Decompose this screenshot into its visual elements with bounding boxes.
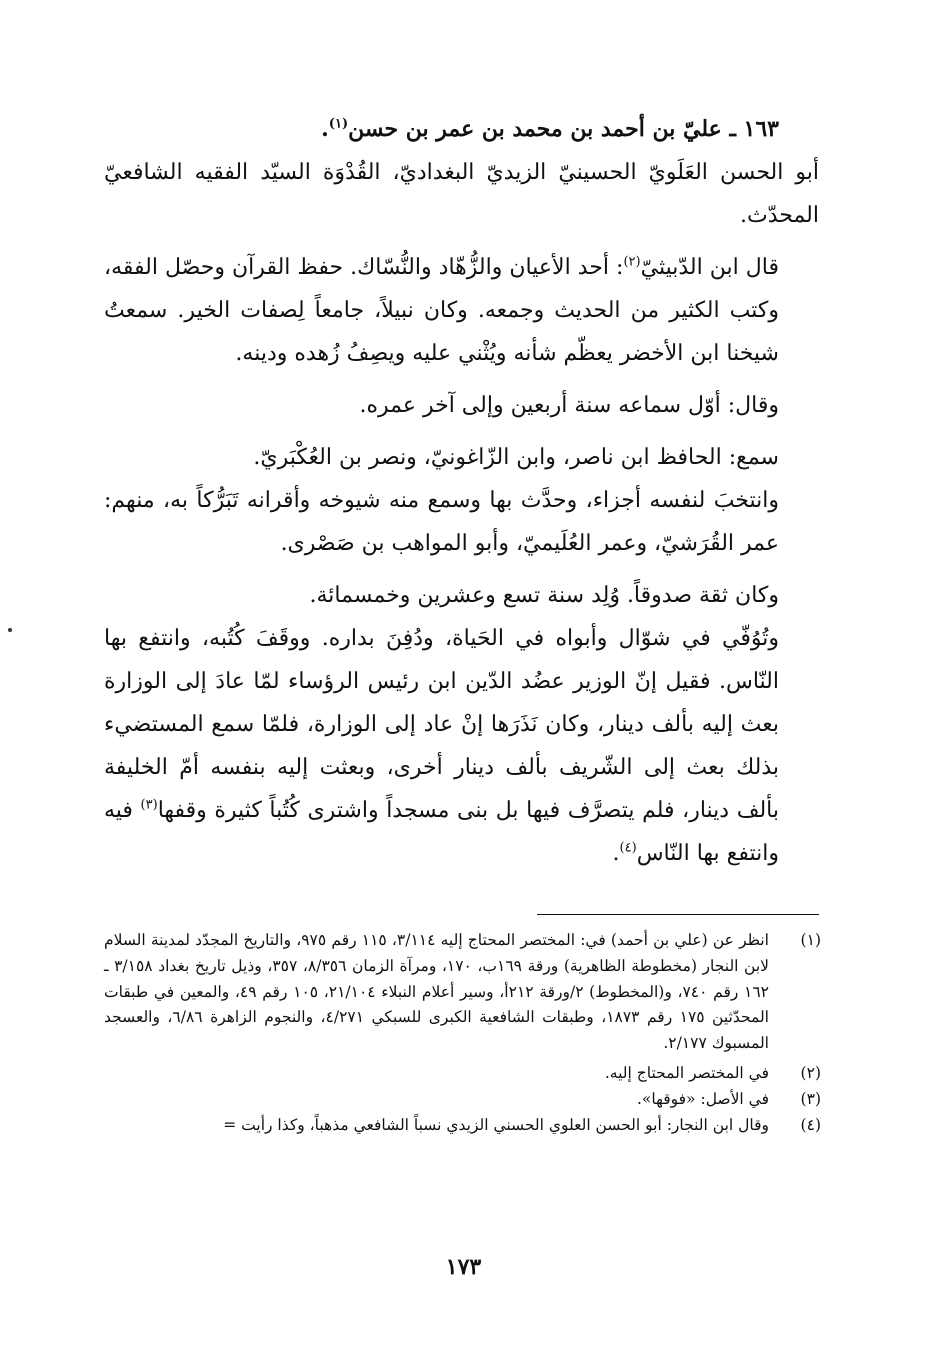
footnote-number: (٢) [800,1063,821,1082]
entry-subtitle: أبو الحسن العَلَويّ الحسينيّ الزيديّ البغداديّ، القُدْوَة السيّد الفقيه الشافعيّ المحدّث. [104,160,819,228]
entry-heading: ١٦٣ ـ عليّ بن أحمد بن محمد بن عمر بن حسن$^{(١)}$. [321,116,779,142]
footnote-number: (٣) [800,1089,821,1108]
paragraph-students: وانتخبَ لنفسه أجزاء، وحدَّث بها وسمع منه شيوخه وأقرانه تَبَرُّكاً به، منهم: عمر القُرَشيّ، وعمر العُلَيميّ، وأبو المواهب بن صَصْرى. [104,488,779,556]
paragraph-birth: وكان ثقة صدوقاً. وُلِد سنة تسع وعشرين وخمسمائة. [309,583,779,608]
footnote-number: (١) [800,931,821,949]
footnote-ref-4[interactable]: (٤) [619,840,637,856]
footnote-divider [537,914,819,915]
footnote-text: انظر عن (علي بن أحمد) في: المختصر المحتاج إليه ٣/١١٤، ١١٥ رقم ٩٧٥، والتاريخ المجدّد لمدينة السلام لابن النجار (مخطوطة الظاهرية) ورقة ١٦٩ب، ١٧٠، ومرآة الزمان ٨/٣٥٦، ٣٥٧، وذيل تاريخ بغداد ٣/١٥٨ ـ ١٦٢ رقم ٧٤٠، و(المخطوط) ٢/ورقة ٢١٢أ، وسير أعلام النبلاء ٢١/١٠٤، ١٠٥ رقم ٤٩، والمعين في طبقات المحدّثين ١٧٥ رقم ١٨٧٣، وطبقات الشافعية الكبرى للسبكي ٤/٢٧١، والنجوم الزاهرة ٦/٨٦، والعسجد المسبوك ٢/١٧٧. [104,931,769,1053]
paragraph-death: وتُوُفّي في شوّال وأبواه في الحَياة، ودُفِنَ بداره. ووقَفَ كُتُبه، وانتفع بها النّاس. فقيل إنّ الوزير عضُد الدّين ابن رئيس الرؤساء لمّا عادَ إلى الوزارة بعث إليه بألف دينار، وكان نَذَرَها إنْ عاد إلى الوزارة، فلمّا سمع المستضيء بذلك بعث إلى الشّريف بألف دينار أخرى، وبعثت إليه بنفسه أمّ الخليفة بألف دينار، فلم يتصرَّف فيها بل بنى مسجداً واشترى كُتُباً كثيرة وقفها$^{(٣)}$ فيه وانتفع بها النّاس$^{(٤)}$. [104,626,779,866]
footnote-4 [104,1113,821,1139]
footnote-ref-1[interactable]: (١) [328,116,349,132]
footnote-text: في المختصر المحتاج إليه. [604,1063,769,1082]
main-text [104,108,819,875]
page-number: ١٧٣ [445,1254,482,1280]
scan-speck [8,628,12,632]
footnotes [104,928,821,1138]
footnote-number: (٤) [800,1115,821,1134]
footnote-ref-3[interactable]: (٣) [140,797,158,813]
paragraph-dubaythi: قال ابن الدّبيثيّ$^{(٢)}$: أحد الأعيان والزُّهّاد والنُّسّاك. حفظ القرآن وحصّل الفقه، وكتب الكثير من الحديث وجمعه. وكان نبيلاً، جامعاً لِصفات الخير. سمعتُ شيخنا ابن الأخضر يعظّم شأنه ويُثْني عليه ويصِفُ زُهده ودينه. [104,254,779,366]
footnote-2 [104,1061,821,1087]
paragraph-teachers: سمع: الحافظ ابن ناصر، وابن الزّاغونيّ، ونصر بن العُكْبَريّ. [253,445,779,470]
footnote-text: وقال ابن النجار: أبو الحسن العلوي الحسني الزيدي نسباً الشافعي مذهباً، وكذا رأيت = [223,1115,769,1134]
footnote-ref-2[interactable]: (٢) [623,254,641,270]
footnote-1 [104,928,821,1057]
paragraph-sama: وقال: أوّل سماعه سنة أربعين وإلى آخر عمره. [359,393,779,418]
footnote-text: في الأصل: «فوقها». [636,1089,769,1108]
footnote-3 [104,1087,821,1113]
